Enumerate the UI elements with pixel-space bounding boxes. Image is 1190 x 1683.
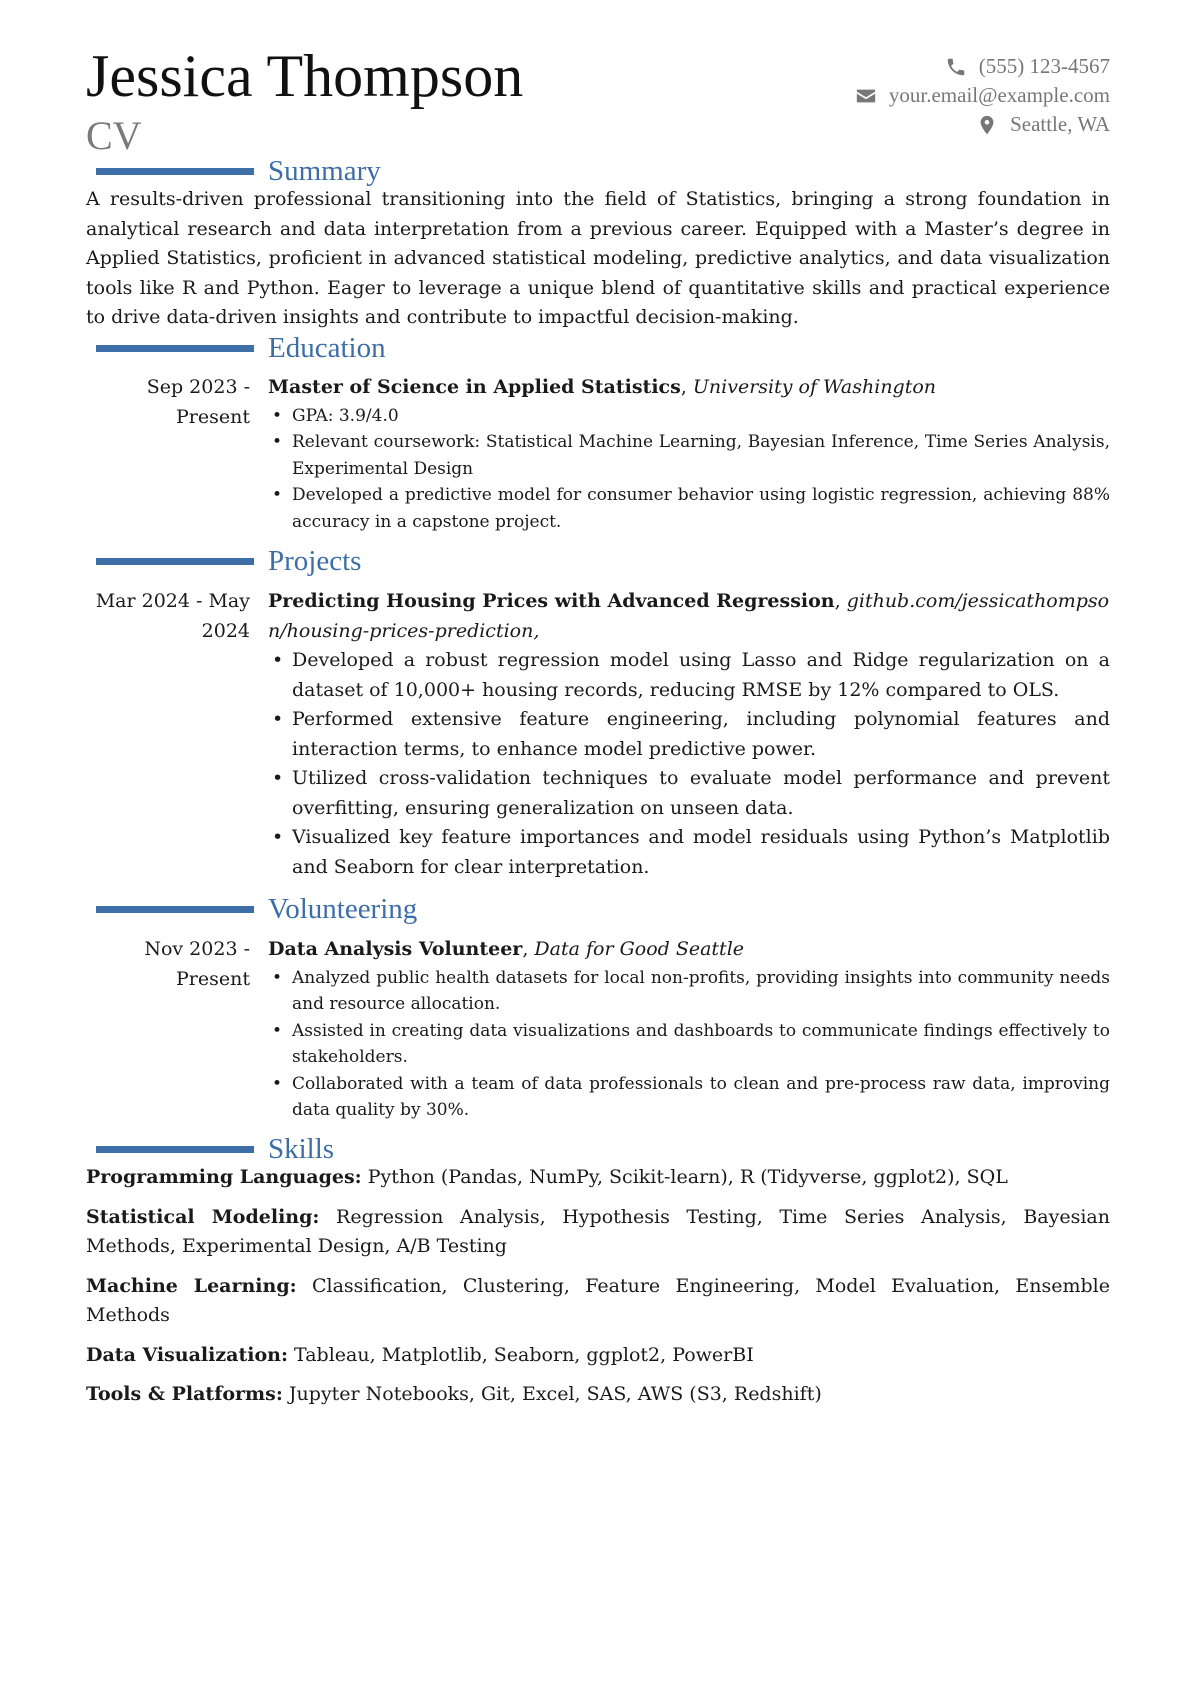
contact-phone: [855, 52, 1110, 81]
volunteering-section-header: [86, 891, 1110, 931]
section-divider: [96, 906, 254, 913]
degree-title: Master of Science in Applied Statistics: [268, 376, 681, 398]
section-title: Summary: [268, 155, 381, 187]
entry-body: [268, 373, 1110, 535]
education-section-header: [86, 330, 1110, 370]
contact-info: [855, 52, 1110, 139]
list-item: • Analyzed public health datasets for local non-profits, providing insights into community needs and resource allocation.: [268, 965, 1110, 1018]
skill-label: Machine Learning:: [86, 1274, 297, 1297]
section-title: Skills: [268, 1133, 335, 1165]
list-item: • Visualized key feature importances and model residuals using Python’s Matplotlib and Seaborn for clear interpretation.: [268, 823, 1110, 882]
projects-section-header: [86, 543, 1110, 583]
entry-heading: Master of Science in Applied Statistics, University of Washington: [268, 376, 937, 398]
bullet-list: [268, 965, 1110, 1124]
phone-text: (555) 123-4567: [978, 54, 1110, 78]
skill-value: Regression Analysis, Hypothesis Testing, Time Series Analysis, Bayesian Methods, Experimental Design, A/B Testing: [86, 1205, 1110, 1257]
entry-date: Mar 2024 - May 2024: [95, 590, 250, 642]
skill-row: [86, 1203, 1110, 1262]
map-pin-icon: [976, 114, 998, 136]
person-name: Jessica Thompson: [86, 43, 524, 109]
cv-page: [86, 0, 1110, 1683]
project-link[interactable]: github.com/jessicathompson/housing-prices-prediction,: [268, 590, 1110, 642]
entry-date: Sep 2023 - Present: [146, 376, 250, 428]
skill-value: Tableau, Matplotlib, Seaborn, ggplot2, PowerBI: [294, 1343, 754, 1366]
section-title: Projects: [268, 545, 362, 577]
skills-list: [86, 1163, 1110, 1420]
skill-label: Tools & Platforms:: [86, 1383, 283, 1405]
location-text: Seattle, WA: [1010, 112, 1110, 136]
skill-row: [86, 1341, 1110, 1371]
entry-body: [268, 935, 1110, 1124]
skill-value: Classification, Clustering, Feature Engineering, Model Evaluation, Ensemble Methods: [86, 1274, 1111, 1326]
contact-email[interactable]: [855, 81, 1110, 110]
section-divider: [96, 168, 254, 175]
phone-icon: [945, 56, 967, 78]
project-title: Predicting Housing Prices with Advanced Regression: [268, 590, 835, 612]
organization-name: Data for Good Seattle: [534, 938, 745, 960]
skill-row: [86, 1272, 1110, 1331]
section-divider: [96, 345, 254, 352]
entry-heading: Predicting Housing Prices with Advanced Regression, github.com/jessicathompson/housing-prices-prediction,: [268, 590, 1110, 642]
skill-label: Data Visualization:: [86, 1343, 288, 1366]
bullet-list: [268, 646, 1110, 882]
list-item: • Relevant coursework: Statistical Machine Learning, Bayesian Inference, Time Series Analysis, Experimental Design: [268, 429, 1110, 482]
document-subtitle: CV: [86, 113, 142, 158]
list-item: • Developed a robust regression model using Lasso and Ridge regularization on a dataset of 10,000+ housing records, reducing RMSE by 12% compared to OLS.: [268, 646, 1110, 705]
entry-body: [268, 587, 1110, 882]
email-link[interactable]: your.email@example.com: [888, 83, 1110, 107]
section-divider: [96, 558, 254, 565]
section-divider: [96, 1146, 254, 1153]
contact-location: [855, 110, 1110, 139]
skill-value: Jupyter Notebooks, Git, Excel, SAS, AWS (S3, Redshift): [288, 1383, 822, 1405]
skill-value: Python (Pandas, NumPy, Scikit-learn), R (Tidyverse, ggplot2), SQL: [367, 1166, 1008, 1188]
bullet-list: [268, 403, 1110, 536]
institution-name: University of Washington: [692, 376, 937, 398]
list-item: • Utilized cross-validation techniques to evaluate model performance and prevent overfitting, ensuring generalization on unseen data.: [268, 764, 1110, 823]
skill-label: Statistical Modeling:: [86, 1205, 320, 1228]
envelope-icon: [855, 85, 877, 107]
list-item: • Collaborated with a team of data professionals to clean and pre-process raw data, improving data quality by 30%.: [268, 1071, 1110, 1124]
list-item: • Developed a predictive model for consumer behavior using logistic regression, achieving 88% accuracy in a capstone project.: [268, 482, 1110, 535]
section-title: Volunteering: [268, 893, 418, 925]
section-title: Education: [268, 332, 386, 364]
skill-row: [86, 1163, 1110, 1193]
summary-text: A results-driven professional transitioning into the field of Statistics, bringing a strong foundation in analytical research and data interpretation from a previous career. Equipped with a Master’s degree in Applied Statistics, proficient in advanced statistical modeling, predictive analytics, and data visualization tools like R and Python. Eager to leverage a unique blend of quantitative skills and practical experience to drive data-driven insights and contribute to impactful decision-making.: [86, 188, 1110, 328]
entry-date: Nov 2023 - Present: [144, 938, 250, 990]
list-item: • GPA: 3.9/4.0: [268, 403, 1110, 430]
role-title: Data Analysis Volunteer: [268, 938, 523, 960]
skill-label: Programming Languages:: [86, 1166, 362, 1188]
entry-heading: Data Analysis Volunteer, Data for Good Seattle: [268, 938, 745, 960]
skill-row: [86, 1380, 1110, 1410]
list-item: • Performed extensive feature engineering, including polynomial features and interaction terms, to enhance model predictive power.: [268, 705, 1110, 764]
list-item: • Assisted in creating data visualizations and dashboards to communicate findings effectively to stakeholders.: [268, 1018, 1110, 1071]
